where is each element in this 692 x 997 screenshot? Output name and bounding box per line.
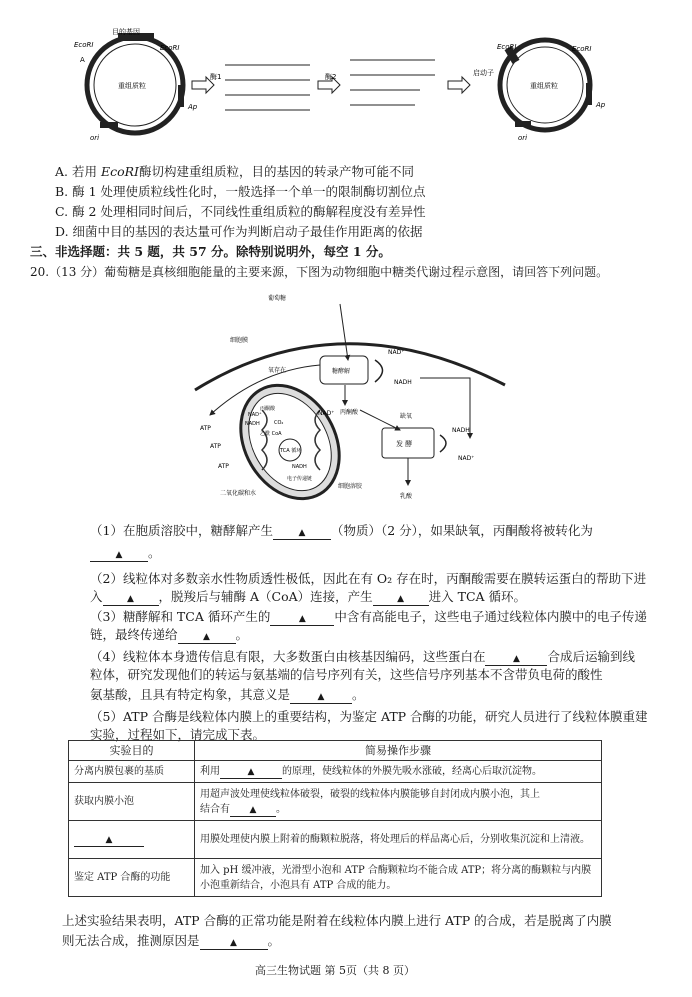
q20-part2-line1: （2）线粒体对多数亲水性物质透性极低，因此在有 O₂ 存在时，丙酮酸需要在膜转运蛋白的帮助下进 bbox=[90, 571, 647, 586]
plasmid-figure bbox=[60, 25, 620, 145]
atp-label-1: ATP bbox=[200, 425, 211, 432]
table-header-row bbox=[69, 741, 602, 761]
membrane-label: 细胞膜 bbox=[230, 337, 249, 344]
co2-water-label: 二氧化碳和水 bbox=[220, 490, 257, 497]
table-row bbox=[69, 821, 602, 859]
page-footer: 高三生物试题 第 5页（共 8 页） bbox=[255, 964, 415, 977]
anoxia-label: 缺氧 bbox=[400, 413, 413, 420]
ecori-label-right: EcoRI bbox=[160, 44, 180, 52]
table-cell: ▲ bbox=[69, 821, 195, 859]
left-plasmid bbox=[74, 27, 198, 142]
ferment-label: 发 酵 bbox=[396, 440, 413, 448]
ecori-label-right-plasmid-left: EcoRI bbox=[497, 43, 517, 51]
table-header-purpose: 实验目的 bbox=[69, 741, 195, 761]
nadh-label-1: NADH bbox=[394, 379, 412, 386]
nad-mito: NAD⁺ bbox=[248, 412, 262, 418]
ori-label-right: ori bbox=[518, 134, 528, 142]
metabolism-diagram bbox=[190, 290, 510, 508]
nad-label-2: NAD⁺ bbox=[318, 410, 335, 417]
q20-conclusion-line1: 上述实验结果表明，ATP 合酶的正常功能是附着在线粒体内膜上进行 ATP 的合成，若是脱离了内膜 bbox=[62, 913, 612, 928]
atp-label-2: ATP bbox=[210, 443, 221, 450]
nad-label-3: NAD⁺ bbox=[458, 455, 475, 462]
glycolysis-label: 糖酵解 bbox=[332, 368, 351, 375]
target-gene-label: 目的基因 bbox=[112, 28, 140, 36]
nadh-mito-2: NADH bbox=[292, 464, 307, 470]
ori-label-left: ori bbox=[90, 134, 100, 142]
pyruvate-mito-label: 丙酮酸 bbox=[260, 406, 276, 412]
etc-label: 电子传递链 bbox=[287, 476, 313, 482]
table-cell: 利用 ▲ 的原理，使线粒体的外膜先吸水涨破，经离心后取沉淀物。 bbox=[195, 761, 602, 783]
glucose-label: 葡萄糖 bbox=[268, 295, 287, 302]
q20-part5-line2: 实验，过程如下，请完成下表。 bbox=[90, 727, 266, 742]
q20-part3-line2: 链，最终传递给 ▲ 。 bbox=[90, 627, 249, 642]
cytosol-label: 细胞溶胶 bbox=[338, 483, 363, 490]
table-cell: 获取内膜小泡 bbox=[69, 783, 195, 821]
table-cell: 鉴定 ATP 合酶的功能 bbox=[69, 859, 195, 897]
nadh-label-2: NADH bbox=[452, 427, 470, 434]
q20-part4-line1: （4）线粒体本身遗传信息有限，大多数蛋白由核基因编码，这些蛋白在 ▲ 合成后运输到线 bbox=[90, 649, 635, 664]
table-cell: 用超声波处理使线粒体破裂，破裂的线粒体内膜能够自封闭成内膜小泡，其上 结合有 ▲ 。 bbox=[195, 783, 602, 821]
o2-label: 氧存在 bbox=[268, 367, 287, 374]
option-a: A. 若用 EcoRI酶切构建重组质粒，目的基因的转录产物可能不同 bbox=[55, 164, 415, 179]
enzyme2-label: 酶2 bbox=[325, 73, 337, 81]
q20-part1-line1: （1）在胞质溶胶中，糖酵解产生 ▲ （物质）（2 分），如果缺氧，丙酮酸将被转化为 bbox=[90, 523, 593, 538]
q20-part5-line1: （5）ATP 合酶是线粒体内膜上的重要结构，为鉴定 ATP 合酶的功能，研究人员进行了线粒体膜重建 bbox=[90, 709, 648, 724]
co2-label: CO₂ bbox=[274, 420, 284, 426]
option-d: D. 细菌中目的基因的表达量可作为判断启动子最佳作用距离的依据 bbox=[55, 224, 423, 239]
acetyl-coa-label: 乙酰 CoA bbox=[260, 431, 282, 437]
section-3-heading: 三、非选择题：共 5 题，共 57 分。除特别说明外，每空 1 分。 bbox=[30, 244, 391, 259]
option-c: C. 酶 2 处理相同时间后，不同线性重组质粒的酶解程度没有差异性 bbox=[55, 204, 426, 219]
experiment-table bbox=[68, 740, 602, 897]
atp-label-3: ATP bbox=[218, 463, 229, 470]
table-row bbox=[69, 783, 602, 821]
apr-label-right: Ap bbox=[596, 101, 606, 109]
tca-label: TCA 循环 bbox=[280, 448, 302, 454]
table-cell: 用膜处理使内膜上附着的酶颗粒脱落，将处理后的样品离心后，分别收集沉淀和上清液。 bbox=[195, 821, 602, 859]
table-header-steps: 简易操作步骤 bbox=[195, 741, 602, 761]
nad-label-1: NAD⁺ bbox=[388, 349, 405, 356]
ecori-label-right-plasmid-right: EcoRI bbox=[572, 45, 592, 53]
table-row bbox=[69, 761, 602, 783]
enzyme1-label: 酶1 bbox=[210, 73, 222, 81]
table-cell: 分离内膜包裹的基质 bbox=[69, 761, 195, 783]
plasmid-name-left: 重组质粒 bbox=[118, 82, 146, 90]
pyruvate-label: 丙酮酸 bbox=[340, 409, 359, 416]
q20-conclusion-line2: 则无法合成，推测原因是 ▲ 。 bbox=[62, 933, 281, 948]
right-plasmid bbox=[473, 40, 606, 142]
ecori-label-left: EcoRI bbox=[74, 41, 94, 49]
q20-part3-line1: （3）糖酵解和 TCA 循环产生的 ▲ 中含有高能电子，这些电子通过线粒体内膜中的电子传递 bbox=[90, 609, 647, 624]
q20-part1-line2: ▲ 。 bbox=[90, 544, 161, 562]
plasmid-name-right: 重组质粒 bbox=[530, 82, 558, 90]
linear-fragments-2 bbox=[350, 60, 435, 105]
option-b: B. 酶 1 处理使质粒线性化时，一般选择一个单一的限制酶切割位点 bbox=[55, 184, 426, 199]
table-row bbox=[69, 859, 602, 897]
lactate-label: 乳酸 bbox=[400, 493, 413, 500]
apr-label-left: Ap bbox=[188, 103, 198, 111]
promoter-label: 启动子 bbox=[473, 69, 494, 77]
q20-intro: 20.（13 分）葡萄糖是真核细胞能量的主要来源，下图为动物细胞中糖类代谢过程示意图，请回答下列问题。 bbox=[30, 265, 609, 279]
q20-part4-line3: 氨基酸，且具有特定构象，其意义是 ▲ 。 bbox=[90, 687, 365, 702]
nadh-mito: NADH bbox=[245, 421, 260, 427]
site-a-label: A bbox=[80, 56, 85, 64]
q20-part2-line2: 入 ▲ ，脱羧后与辅酶 A（CoA）连接，产生 ▲ 进入 TCA 循环。 bbox=[90, 589, 527, 604]
table-cell: 加入 pH 缓冲液，光滑型小泡和 ATP 合酶颗粒均不能合成 ATP；将分离的酶颗粒与内膜小泡重新结合，小泡具有 ATP 合成的能力。 bbox=[195, 859, 602, 897]
linear-fragments-1 bbox=[225, 65, 310, 110]
q20-part4-line2: 粒体，研究发现他们的转运与氨基端的信号序列有关，这些信号序列基本不含带负电荷的酸性 bbox=[90, 667, 603, 682]
